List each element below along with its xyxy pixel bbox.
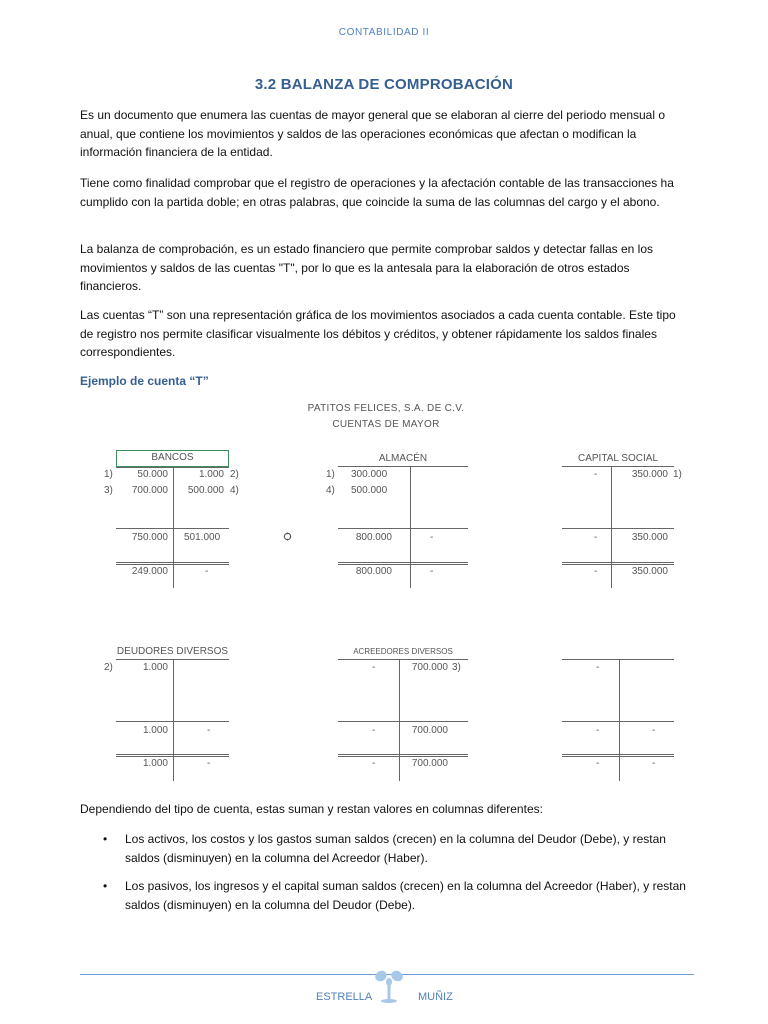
account-name: ACREEDORES DIVERSOS bbox=[353, 647, 453, 656]
debe-cell: - bbox=[372, 662, 376, 673]
debe-cell: 300.000 bbox=[351, 469, 388, 480]
ref-right: 4) bbox=[230, 485, 239, 496]
balance-haber: - bbox=[207, 758, 211, 769]
list-item bbox=[80, 877, 692, 914]
balance-debe: - bbox=[596, 758, 600, 769]
balance-haber: 700.000 bbox=[411, 758, 448, 769]
balance-debe: 249.000 bbox=[131, 566, 168, 577]
total-debe: 800.000 bbox=[355, 532, 392, 543]
debe-cell: 700.000 bbox=[131, 485, 168, 496]
total-debe: - bbox=[594, 532, 598, 543]
haber-cell: 700.000 bbox=[411, 662, 448, 673]
ref-left: 2) bbox=[104, 662, 113, 673]
total-haber: 700.000 bbox=[411, 725, 448, 736]
total-debe: - bbox=[372, 725, 376, 736]
bullet-list-assets bbox=[80, 830, 692, 867]
total-debe: 1.000 bbox=[142, 725, 168, 736]
total-haber: 350.000 bbox=[631, 532, 668, 543]
ref-right: 3) bbox=[452, 662, 461, 673]
figure-company: PATITOS FELICES, S.A. DE C.V. bbox=[307, 403, 465, 414]
balance-haber: 350.000 bbox=[631, 566, 668, 577]
t-accounts-figure bbox=[80, 392, 692, 790]
haber-cell: 500.000 bbox=[187, 485, 224, 496]
ref-left: 3) bbox=[104, 485, 113, 496]
bullet-icon: • bbox=[103, 832, 108, 846]
ref-right: 2) bbox=[230, 469, 239, 480]
balance-debe: 1.000 bbox=[142, 758, 168, 769]
figure-subtitle: CUENTAS DE MAYOR bbox=[332, 419, 440, 430]
total-haber: - bbox=[207, 725, 211, 736]
debe-cell: 500.000 bbox=[351, 485, 388, 496]
ref-right: 1) bbox=[673, 469, 682, 480]
bullet-list-liabilities bbox=[80, 877, 692, 914]
balance-haber: - bbox=[205, 566, 209, 577]
cursor-marker-icon bbox=[283, 532, 292, 541]
footer-author-first: ESTRELLA bbox=[316, 991, 373, 1003]
bullet-text: Los pasivos, los ingresos y el capital suman saldos (crecen) en la columna del Acreedor (Haber), y restan saldos (disminuyen) en la columna del Deudor (Debe). bbox=[125, 879, 686, 912]
balance-haber: - bbox=[652, 758, 656, 769]
haber-cell: 1.000 bbox=[198, 469, 224, 480]
footer-author-last: MUÑIZ bbox=[418, 991, 453, 1003]
footer-logo-icon bbox=[369, 968, 409, 1004]
balance-debe: - bbox=[594, 566, 598, 577]
balance-haber: - bbox=[430, 566, 434, 577]
example-title: Ejemplo de cuenta “T” bbox=[80, 374, 209, 388]
balance-debe: - bbox=[372, 758, 376, 769]
bullet-icon: • bbox=[103, 879, 108, 893]
paragraph-t-accounts: Las cuentas “T” son una representación gráfica de los movimientos asociados a cada cuenta contable. Este tipo de registro nos permite clasificar visualmente los débitos y créditos, y obtener rápidamente los saldos finales correspondientes. bbox=[80, 308, 676, 360]
account-name: DEUDORES DIVERSOS bbox=[116, 646, 229, 657]
debe-cell: - bbox=[596, 662, 600, 673]
balance-debe: 800.000 bbox=[355, 566, 392, 577]
ref-left: 4) bbox=[326, 485, 335, 496]
bullet-text: Los activos, los costos y los gastos suman saldos (crecen) en la columna del Deudor (Debe), y restan saldos (disminuyen) en la columna del Acreedor (Haber). bbox=[125, 832, 666, 865]
total-debe: - bbox=[596, 725, 600, 736]
debe-cell: 50.000 bbox=[137, 469, 168, 480]
debe-cell: 1.000 bbox=[142, 662, 168, 673]
paragraph-financial-statement: La balanza de comprobación, es un estado financiero que permite comprobar saldos y detectar fallas en los movimientos y saldos de las cuentas "T", por lo que es la antesala para la elaboración de otros estados financieros. bbox=[80, 242, 654, 294]
account-name: ALMACÉN bbox=[378, 453, 428, 464]
paragraph-definition: Es un documento que enumera las cuentas de mayor general que se elaboran al cierre del periodo mensual o anual, que contiene los movimientos y saldos de las operaciones económicas que afectan o modifican la información financiera de la entidad. bbox=[80, 108, 666, 160]
account-name: CAPITAL SOCIAL bbox=[577, 453, 659, 464]
total-haber: 501.000 bbox=[184, 532, 221, 543]
total-haber: - bbox=[652, 725, 656, 736]
ref-left: 1) bbox=[104, 469, 113, 480]
list-item bbox=[80, 830, 692, 867]
page-header: CONTABILIDAD II bbox=[338, 27, 430, 38]
account-name: BANCOS bbox=[116, 450, 229, 467]
section-title: 3.2 BALANZA DE COMPROBACIÓN bbox=[254, 76, 514, 93]
debe-cell: - bbox=[594, 469, 598, 480]
ref-left: 1) bbox=[326, 469, 335, 480]
total-debe: 750.000 bbox=[131, 532, 168, 543]
paragraph-columns-intro: Dependiendo del tipo de cuenta, estas suman y restan valores en columnas diferentes: bbox=[80, 802, 543, 816]
paragraph-purpose: Tiene como finalidad comprobar que el registro de operaciones y la afectación contable de las transacciones ha cumplido con la partida doble; en otras palabras, que coincide la suma de las columnas del cargo y el abono. bbox=[80, 176, 674, 209]
total-haber: - bbox=[430, 532, 434, 543]
haber-cell: 350.000 bbox=[631, 469, 668, 480]
